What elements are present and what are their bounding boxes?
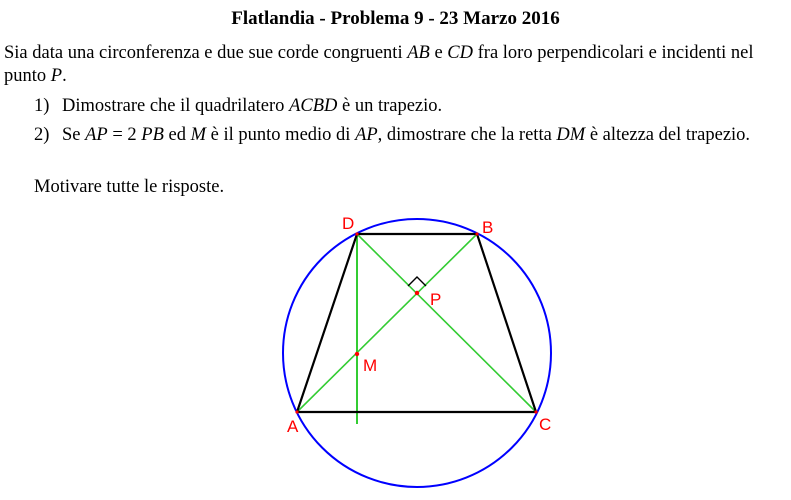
chord-cd: [357, 234, 536, 412]
right-angle-marker: [408, 277, 426, 286]
text-run: .: [62, 66, 67, 86]
point-m: [355, 352, 359, 356]
text-run: è il punto medio di: [206, 125, 356, 145]
label-p: P: [430, 290, 442, 309]
text-run: Se: [62, 125, 86, 145]
problem-title: Flatlandia - Problema 9 - 23 Marzo 2016: [231, 8, 560, 29]
label-m: M: [363, 356, 378, 375]
point-p: [415, 291, 419, 295]
label-c: C: [539, 415, 552, 434]
circumference: [283, 219, 551, 487]
math-term: AB: [407, 43, 430, 63]
point-b: [475, 232, 478, 235]
math-term: CD: [447, 43, 473, 63]
point-c: [534, 410, 537, 413]
question-1-number: 1): [34, 96, 50, 116]
math-term: AP: [355, 125, 378, 145]
text-run: Dimostrare che il quadrilatero: [62, 96, 290, 116]
math-term: P: [50, 66, 63, 86]
point-d: [355, 232, 358, 235]
text-run: fra loro perpendicolari e incidenti nel punto: [4, 43, 754, 86]
point-a: [295, 410, 298, 413]
label-a: A: [287, 417, 299, 436]
label-d: D: [342, 214, 355, 233]
chord-ab: [297, 234, 477, 412]
text-run: Sia data una circonferenza e due sue corde congruenti: [4, 43, 408, 63]
math-term: DM: [556, 125, 586, 145]
text-run: e: [429, 43, 448, 63]
text-run: , dimostrare che la retta: [377, 125, 557, 145]
trapezoid-acbd: [297, 234, 536, 412]
math-term: M: [190, 125, 207, 145]
text-run: è un trapezio.: [337, 96, 443, 116]
math-term: AP: [85, 125, 108, 145]
math-term: PB: [141, 125, 164, 145]
closing-instruction: Motivare tutte le risposte.: [34, 177, 225, 197]
text-run: è altezza del trapezio.: [585, 125, 751, 145]
text-run: = 2: [107, 125, 142, 145]
math-term: ACBD: [289, 96, 338, 116]
text-run: ed: [163, 125, 191, 145]
label-b: B: [482, 218, 494, 237]
question-2-number: 2): [34, 125, 50, 145]
